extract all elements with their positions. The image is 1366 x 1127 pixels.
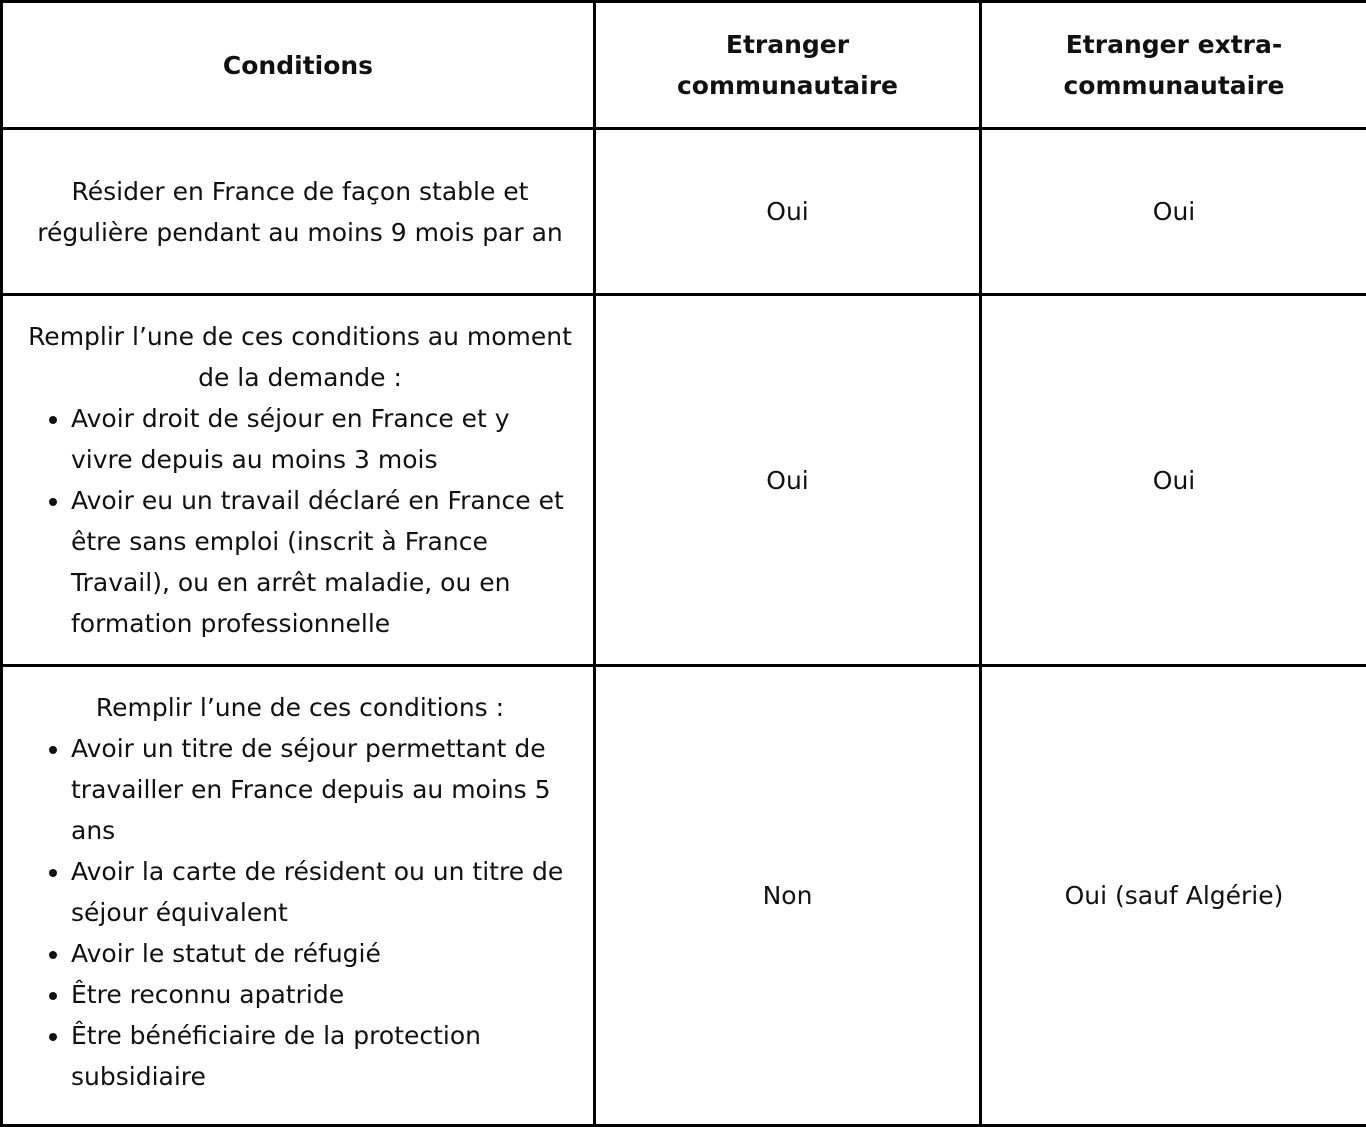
- list-item: • Avoir droit de séjour en France et y vivre depuis au moins 3 mois: [71, 398, 573, 480]
- list-item: • Être reconnu apatride: [71, 974, 573, 1015]
- list-item: • Être bénéficiaire de la protection subsidiaire: [71, 1015, 573, 1097]
- condition-cell: [2, 295, 595, 666]
- eu-cell: Oui: [595, 129, 981, 295]
- list-item: • Avoir le statut de réfugié: [71, 933, 573, 974]
- list-item: • Avoir eu un travail déclaré en France et être sans emploi (inscrit à France Travail), ou en arrêt maladie, ou en formation professionnelle: [71, 480, 573, 644]
- header-eu: Etranger communautaire: [595, 2, 981, 129]
- condition-text: Résider en France de façon stable et régulière pendant au moins 9 mois par an: [27, 171, 573, 253]
- condition-text: Remplir l’une de ces conditions au moment de la demande :: [27, 316, 573, 398]
- list-item: • Avoir un titre de séjour permettant de travailler en France depuis au moins 5 ans: [71, 728, 573, 851]
- header-conditions: Conditions: [2, 2, 595, 129]
- header-row: [2, 2, 1366, 129]
- condition-cell: [2, 666, 595, 1126]
- eu-cell: Oui: [595, 295, 981, 666]
- condition-text: Remplir l’une de ces conditions :: [27, 687, 573, 728]
- non-eu-cell: Oui: [981, 129, 1366, 295]
- table-row: [2, 129, 1366, 295]
- eu-cell: Non: [595, 666, 981, 1126]
- condition-list: [27, 728, 573, 1097]
- condition-cell: [2, 129, 595, 295]
- non-eu-cell: Oui (sauf Algérie): [981, 666, 1366, 1126]
- non-eu-cell: Oui: [981, 295, 1366, 666]
- header-non-eu: Etranger extra-communautaire: [981, 2, 1366, 129]
- list-item: • Avoir la carte de résident ou un titre de séjour équivalent: [71, 851, 573, 933]
- table-row: [2, 295, 1366, 666]
- condition-list: [27, 398, 573, 644]
- table-row: [2, 666, 1366, 1126]
